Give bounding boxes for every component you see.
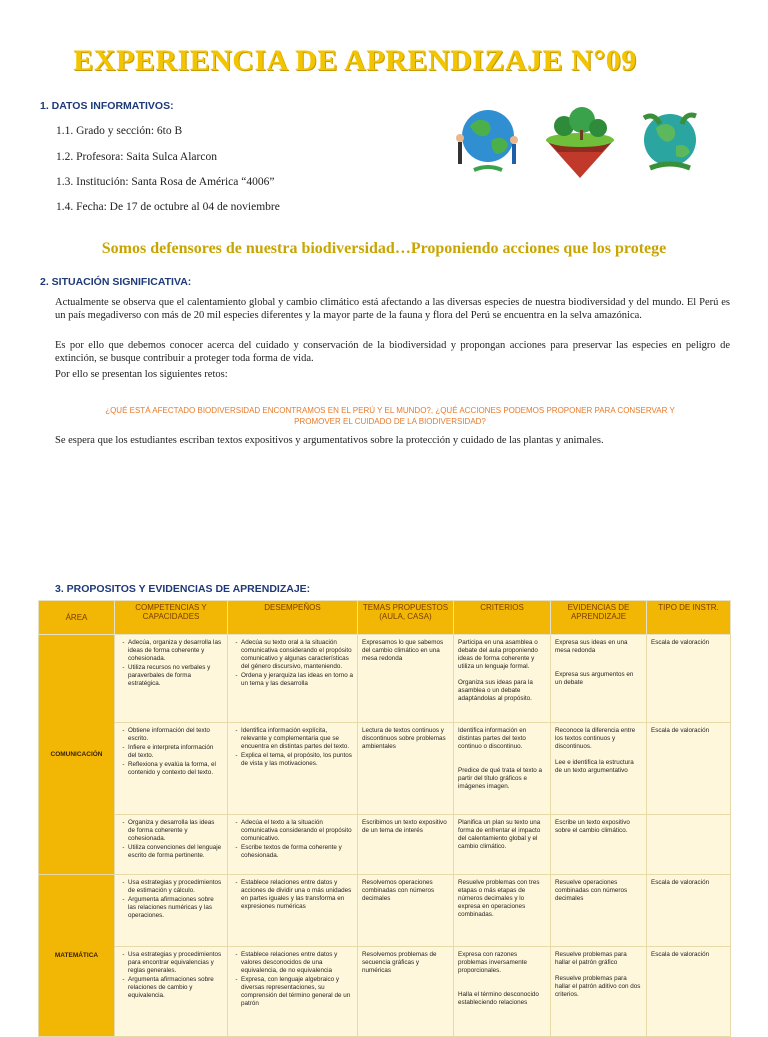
list-item: - Infiere e interpreta información del texto. [128, 744, 223, 760]
criterios-cell: Participa en una asamblea o debate del aula proponiendo ideas de forma coherente y utiliza un lenguaje formal. Organiza sus ideas para la asamblea o un debate adaptándolas al propósito. [454, 635, 551, 723]
list-item: - Establece relaciones entre datos y valores desconocidos de una equivalencia, de no equivalencia [241, 951, 353, 975]
evidencias-cell: Reconoce la diferencia entre los textos continuos y discontinuos. Lee e identifica la estructura de un texto argumentativo [551, 723, 647, 815]
situacion-paragraph: Es por ello que debemos conocer acerca del cuidado y conservación de la biodiversidad y propongan acciones para preservar las especies en peligro de extinción, se busque contribuir a proteger toda forma de vida. [55, 340, 730, 364]
instrumento-cell: Escala de valoración [647, 635, 731, 723]
datos-item: 1.3. Institución: Santa Rosa de América “4006” [56, 176, 275, 188]
temas-cell: Escribimos un texto expositivo de un tema de interés [358, 815, 454, 875]
list-item: - Organiza y desarrolla las ideas de forma coherente y cohesionada. [128, 819, 223, 843]
evidencias-cell: Expresa sus ideas en una mesa redonda Expresa sus argumentos en un debate [551, 635, 647, 723]
list-item: - Identifica información explícita, relevante y complementaria que se encuentra en distintas partes del texto. [241, 727, 353, 751]
competencias-cell [115, 875, 228, 947]
table-row [39, 723, 731, 815]
desempenos-cell [228, 875, 358, 947]
header-area: ÁREA [39, 601, 115, 635]
evidencias-cell: Escribe un texto expositivo sobre el cambio climático. [551, 815, 647, 875]
desempenos-cell [228, 947, 358, 1037]
instrumento-cell [647, 815, 731, 875]
header-competencias: COMPETENCIAS Y CAPACIDADES [115, 601, 228, 635]
competencias-cell [115, 723, 228, 815]
criterios-cell: Resuelve problemas con tres etapas o más etapas de números decimales y lo expresa en operaciones combinadas. [454, 875, 551, 947]
list-item: - Utiliza convenciones del lenguaje escrito de forma pertinente. [128, 844, 223, 860]
table-row [39, 875, 731, 947]
datos-heading: 1. DATOS INFORMATIVOS: [40, 100, 174, 112]
instrumento-cell: Escala de valoración [647, 947, 731, 1037]
header-instrumento: TIPO DE INSTR. [647, 601, 731, 635]
list-item: - Obtiene información del texto escrito. [128, 727, 223, 743]
table-row [39, 635, 731, 723]
area-matematica: MATEMÁTICA [39, 875, 115, 1037]
criterios-cell: Planifica un plan su texto una forma de enfrentar el impacto del calentamiento global y el cambio climático. [454, 815, 551, 875]
temas-cell: Resolvemos operaciones combinadas con números decimales [358, 875, 454, 947]
list-item: - Adecúa su texto oral a la situación comunicativa considerando el propósito comunicativo y algunas características del género discursivo, manteniendo. [241, 639, 353, 671]
floating-island-illustration [540, 100, 620, 180]
propositos-table [38, 600, 731, 1037]
list-item: - Explica el tema, el propósito, los puntos de vista y las motivaciones. [241, 752, 353, 768]
situacion-heading: 2. SITUACIÓN SIGNIFICATIVA: [40, 276, 192, 288]
desempenos-cell [228, 723, 358, 815]
list-item: - Adecúa el texto a la situación comunicativa considerando el propósito comunicativo. [241, 819, 353, 843]
criterios-cell: Identifica información en distintas partes del texto continuo o discontinuo. Predice de qué trata el texto a partir del título gráficos e imágenes imagen. [454, 723, 551, 815]
evidencias-cell: Resuelve problemas para hallar el patrón gráfico Resuelve problemas para hallar el patrón aditivo con dos criterios. [551, 947, 647, 1037]
temas-cell: Resolvemos problemas de secuencia gráficas y numéricas [358, 947, 454, 1037]
temas-cell: Lectura de textos continuos y discontinuos sobre problemas ambientales [358, 723, 454, 815]
instrumento-cell: Escala de valoración [647, 875, 731, 947]
evidencias-cell: Resuelve operaciones combinadas con números decimales [551, 875, 647, 947]
people-globe-illustration [448, 100, 528, 180]
situacion-paragraph: Actualmente se observa que el calentamiento global y cambio climático está afectando a las diversas especies de nuestra biodiversidad y del mundo. El Perú es un país megadiverso con más de 20 mil especies diferentes y la mayor parte de la fauna y flora del Perú se encuentra en la selva amazónica. [55, 297, 730, 321]
reto-question: ¿QUÉ ESTÁ AFECTADO BIODIVERSIDAD ENCONTRAMOS EN EL PERÚ Y EL MUNDO?, ¿QUÉ ACCIONES PODEMOS PROPONER PARA CONSERVAR Y PROMOVER EL CUIDADO DE LA BIODIVERSIDAD? [105, 406, 675, 426]
header-evidencias: EVIDENCIAS DE APRENDIZAJE [551, 601, 647, 635]
instrumento-cell: Escala de valoración [647, 723, 731, 815]
list-item: - Adecúa, organiza y desarrolla las ideas de forma coherente y cohesionada. [128, 639, 223, 663]
list-item: - Expresa, con lenguaje algebraico y diversas representaciones, su comprensión del término general de un patrón [241, 976, 353, 1008]
datos-item: 1.4. Fecha: De 17 de octubre al 04 de noviembre [56, 201, 280, 213]
experience-subtitle: Somos defensores de nuestra biodiversidad…Proponiendo acciones que los protege [101, 240, 667, 257]
list-item: - Usa estrategias y procedimientos para encontrar equivalencias y reglas generales. [128, 951, 223, 975]
page-title: EXPERIENCIA DE APRENDIZAJE N°09 [73, 44, 637, 77]
header-criterios: CRITERIOS [454, 601, 551, 635]
area-comunicacion: COMUNICACIÓN [39, 635, 115, 875]
table-row [39, 815, 731, 875]
list-item: - Escribe textos de forma coherente y cohesionada. [241, 844, 353, 860]
list-item: - Argumenta afirmaciones sobre las relaciones numéricas y las operaciones. [128, 896, 223, 920]
table-row [39, 947, 731, 1037]
datos-item: 1.1. Grado y sección: 6to B [56, 125, 183, 137]
earth-plants-illustration [630, 98, 710, 178]
expected-outcome: Se espera que los estudiantes escriban textos expositivos y argumentativos sobre la protección y cuidado de las plantas y animales. [55, 435, 604, 446]
propositos-heading: 3. PROPOSITOS Y EVIDENCIAS DE APRENDIZAJE: [55, 583, 311, 595]
temas-cell: Expresamos lo que sabemos del cambio climático en una mesa redonda [358, 635, 454, 723]
list-item: - Establece relaciones entre datos y acciones de dividir una o más unidades en partes iguales y las transforma en expresiones numéricas [241, 879, 353, 911]
header-desempenos: DESEMPEÑOS [228, 601, 358, 635]
list-item: - Ordena y jerarquiza las ideas en torno a un tema y las desarrolla [241, 672, 353, 688]
header-temas: TEMAS PROPUESTOS (AULA, CASA) [358, 601, 454, 635]
list-item: - Argumenta afirmaciones sobre relaciones de cambio y equivalencia. [128, 976, 223, 1000]
competencias-cell [115, 635, 228, 723]
datos-item: 1.2. Profesora: Saita Sulca Alarcon [56, 151, 217, 163]
criterios-cell: Expresa con razones problemas inversamente proporcionales. Halla el término desconocido estableciendo relaciones [454, 947, 551, 1037]
desempenos-cell [228, 815, 358, 875]
desempenos-cell [228, 635, 358, 723]
list-item: - Reflexiona y evalúa la forma, el contenido y contexto del texto. [128, 761, 223, 777]
list-item: - Utiliza recursos no verbales y paraverbales de forma estratégica. [128, 664, 223, 688]
competencias-cell [115, 815, 228, 875]
list-item: - Usa estrategias y procedimientos de estimación y cálculo. [128, 879, 223, 895]
situacion-paragraph: Por ello se presentan los siguientes retos: [55, 369, 228, 380]
competencias-cell [115, 947, 228, 1037]
